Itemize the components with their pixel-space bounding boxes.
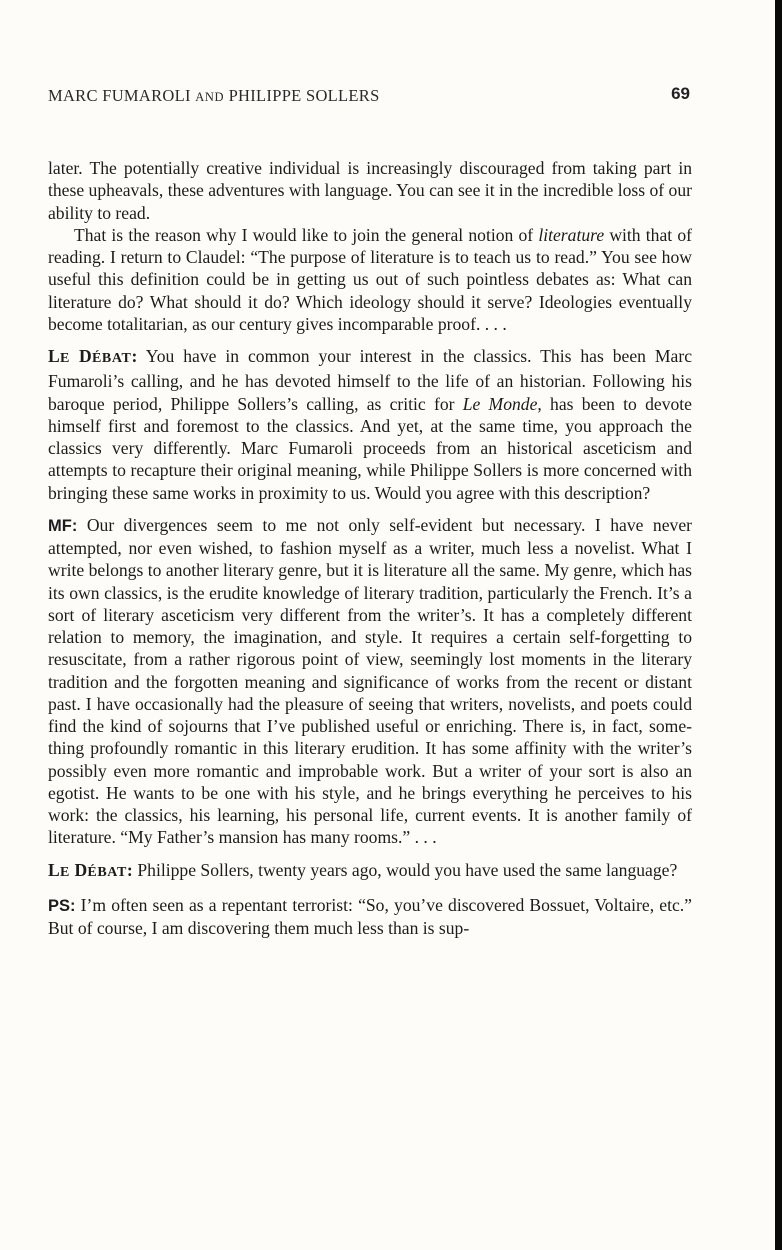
paragraph-5 [48,859,692,884]
paragraph-3-text-a: You have in common your interest in the classics. This has been Marc Fumaroli’s calling, and he has devoted himself to the life of an historian. Following his baroque period, Philippe Sollers’s calling, as critic for [48,346,693,414]
paragraph-2-italic: literature [538,224,605,245]
paragraph-2 [48,224,692,335]
running-head-title [48,86,380,106]
paragraph-6-text: I’m often seen as a repentant terrorist: “So, you’ve discovered Bossuet, Voltaire, etc.” But of course, I am discovering them much less than is sup- [48,894,692,938]
paragraph-4-text: Our divergences seem to me not only self-evident but necessary. I have never attempted, nor even wished, to fashion myself as a writer, much less a novelist. What I write belongs to another literary genre, but it is literature all the same. My genre, which has its own classics, is the erudite knowledge of literary tradition, particularly the French. It’s a sort of literary asceticism very different from the writer’s. It has a completely different relation to memory, the imagination, and style. It requires a certain self-forgetting to resuscitate, from a rather rigorous point of view, seemingly lost moments in the literary tradition and the forgotten meaning and significance of works from the recent or distant past. I have occasionally had the pleasure of seeing that writers, novelists, and poets could find the kind of sojourns that I’ve published useful or enriching. There is, in fact, something profoundly romantic in this literary erudition. It has some affinity with the writer’s possibly even more romantic and improbable work. But a writer of your sort is also an egotist. He wants to be one with his style, and he brings everything he perceives to his work: the classics, his learning, his personal life, current events. It is another family of literature. “My Father’s mansion has many rooms.” . . . [48,514,692,848]
paragraph-3 [48,345,692,504]
page-edge-shadow [775,0,782,1250]
running-head-author-2: PHILIPPE SOLLERS [228,86,380,105]
speaker-letter-small: ÉBAT [87,864,127,880]
body-text [48,157,692,939]
speaker-letter-small: E [59,864,70,880]
paragraph-3-text-b: , has been to devote himself first and foremost to the classics. And yet, at the same time, you approach the classics very differently. Marc Fumaroli proceeds from an historical asceticism and attempts to recapture their original meaning, while Philippe Sollers is more concerned with bringing these same works in proximity to us. Would you agree with this description? [48,393,692,503]
paragraph-2-text-b: with that of reading. I return to Claudel: “The purpose of literature is to teach us to read.” You see how useful this definition could be in getting us out of such pointless debates as: What can literature do? What should it do? Which ideology should it serve? Ideologies eventually become totalitarian, as our century gives incomparable proof. . . . [48,224,692,334]
speaker-letter: D [79,346,92,366]
paragraph-4 [48,514,692,849]
paragraph-3-italic: Le Monde [462,393,538,414]
speaker-letter: L [48,346,60,366]
paragraph-6 [48,894,692,940]
speaker-letter-small: ÉBAT [91,351,132,366]
speaker-letter: L [48,859,60,880]
speaker-le-debat: LE DÉBAT: [48,859,133,880]
page-number: 69 [671,84,690,103]
paragraph-2-text-a: That is the reason why I would like to join the general notion of [74,224,539,245]
speaker-ps: PS: [48,896,76,915]
speaker-le-debat: LE DÉBAT: [48,346,138,366]
speaker-letter: D [74,859,88,880]
running-head-author-1: MARC FUMAROLI [48,86,191,105]
running-head [48,86,692,110]
speaker-letter-small: E [59,351,70,366]
running-head-connector: AND [195,90,225,104]
paragraph-1-text: later. The potentially creative individual is increasingly discouraged from taking part in these upheavals, these adventures with language. You can see it in the incredible loss of our ability to read. [48,158,692,223]
speaker-mf: MF: [48,516,78,535]
paragraph-5-text: Philippe Sollers, twenty years ago, would you have used the same language? [137,859,678,880]
paragraph-1 [48,157,692,224]
